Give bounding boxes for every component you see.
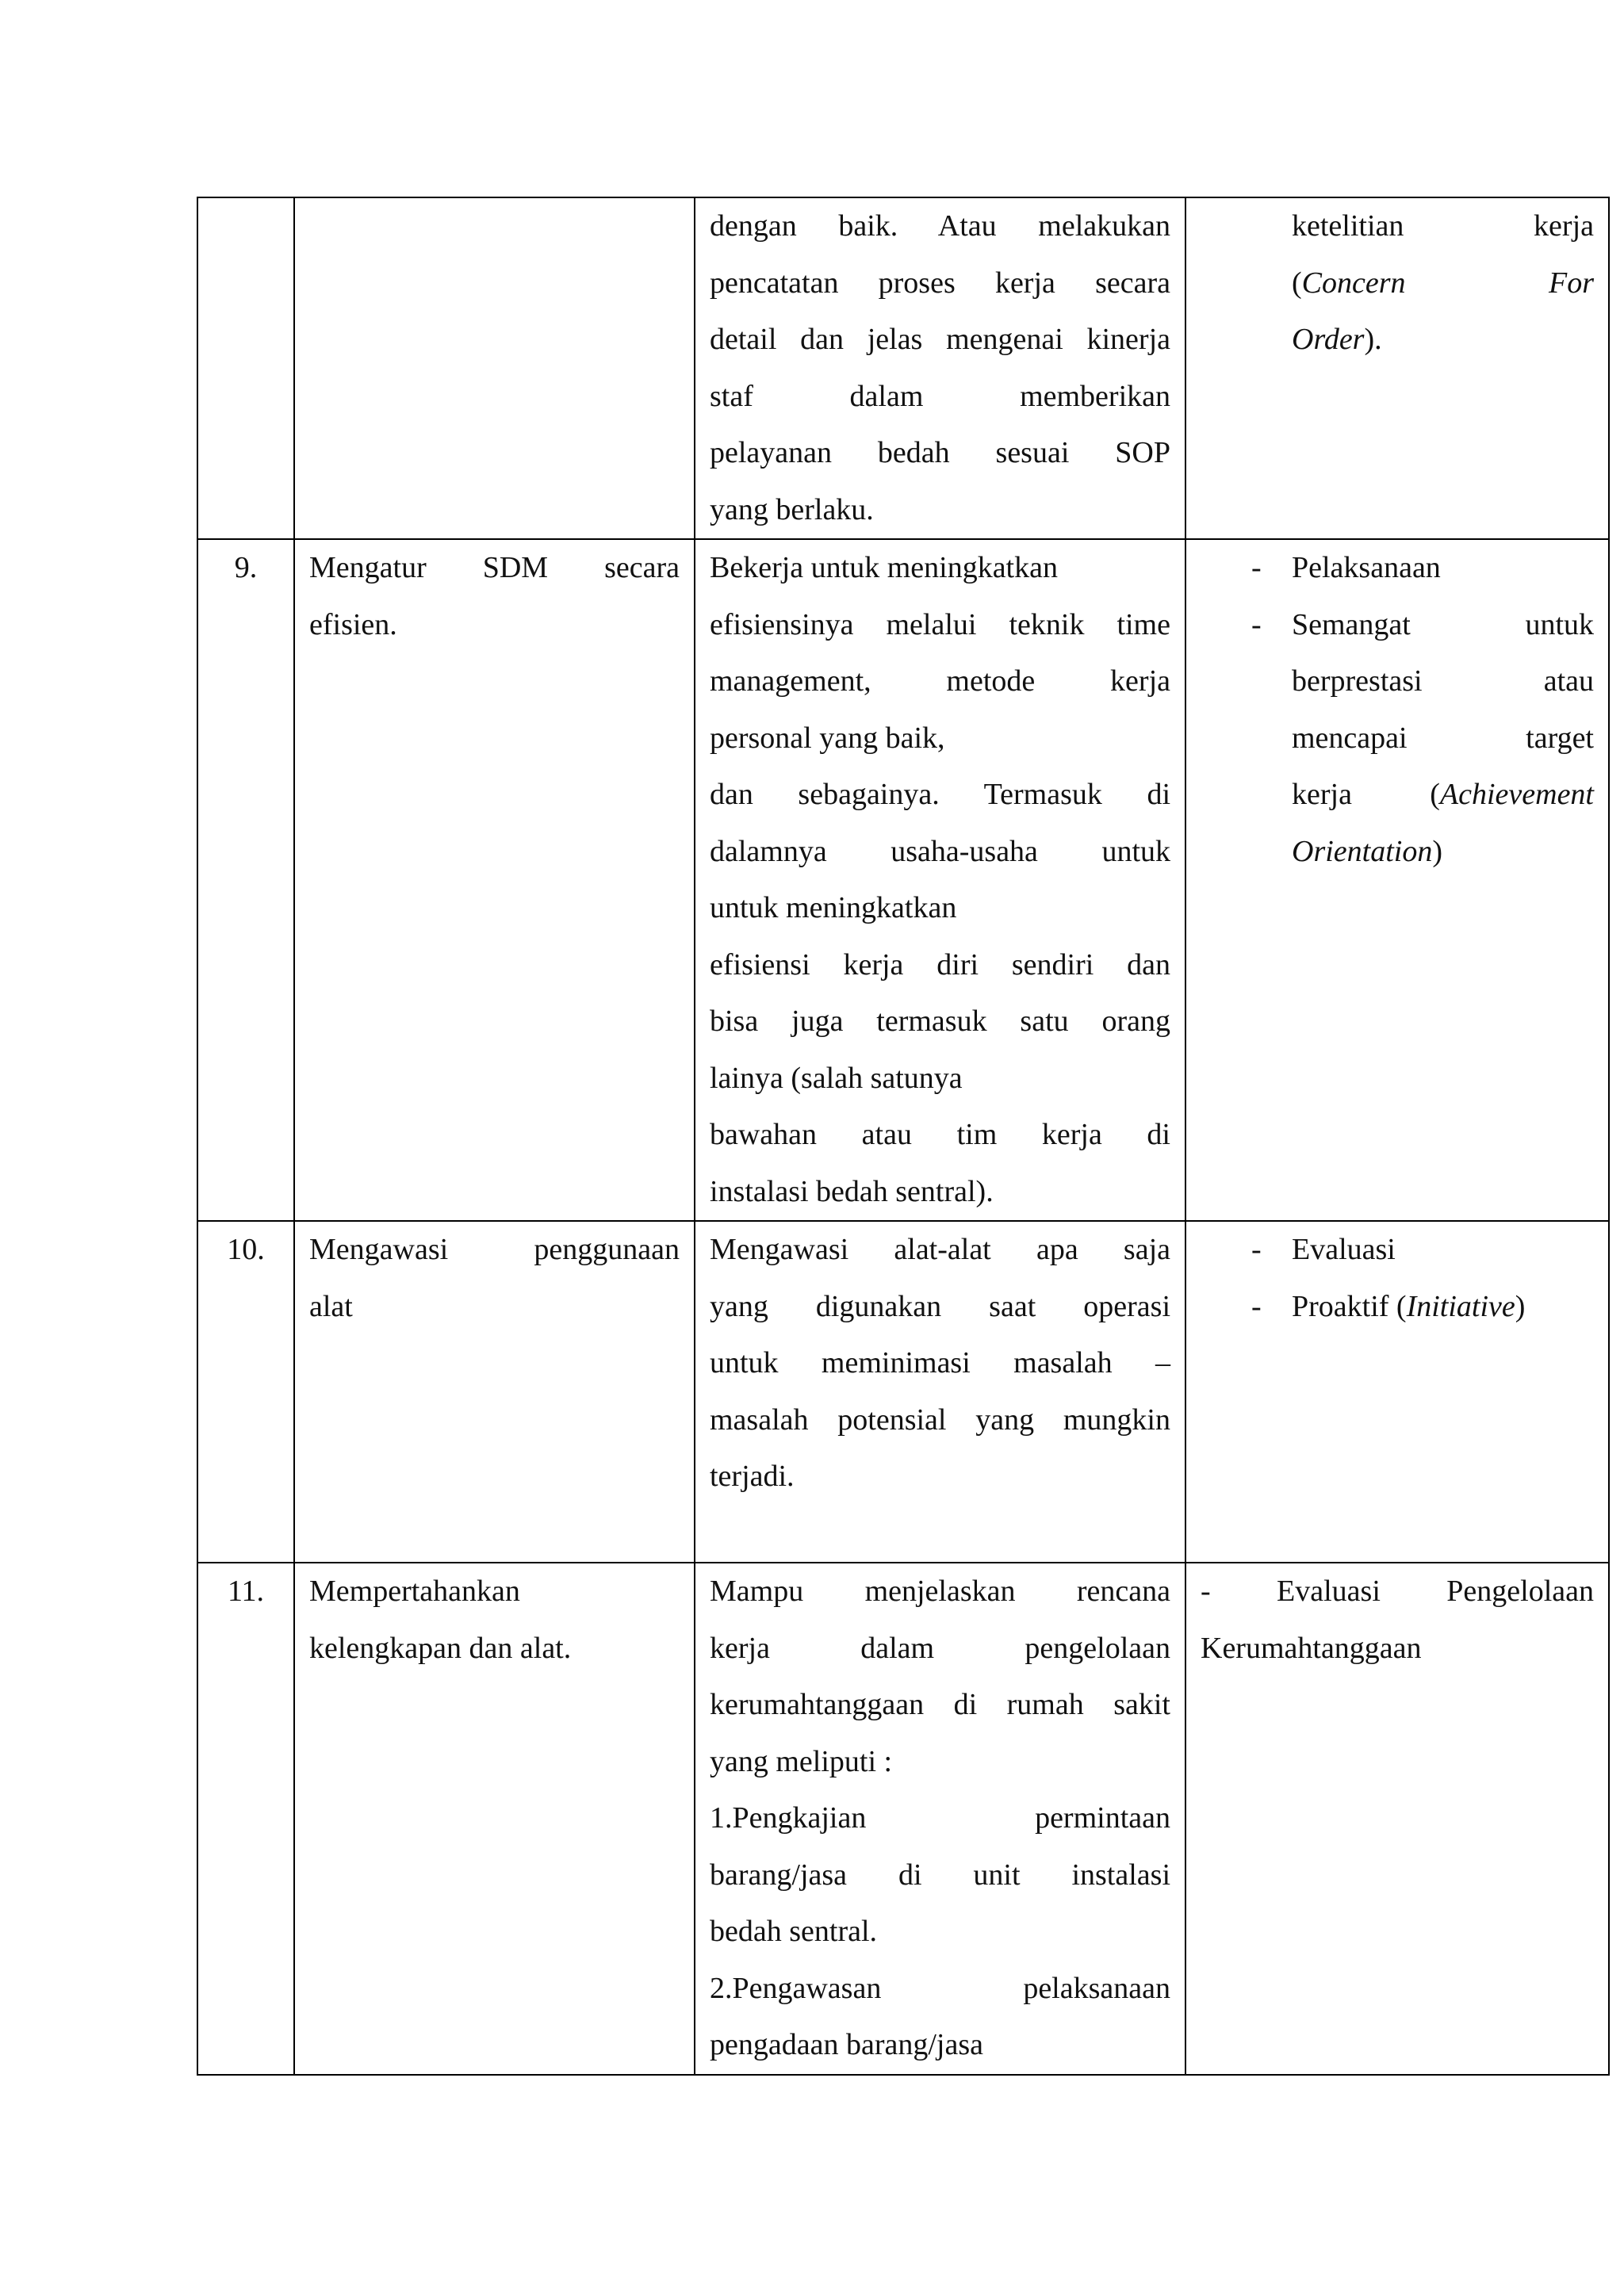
competency-line: Evaluasi [1292, 1233, 1396, 1266]
task-cell [294, 1221, 695, 1563]
list-item [1201, 1279, 1594, 1336]
description-line: yang berlaku. [710, 492, 874, 526]
description-line: dalamnya usaha-usaha untuk [710, 834, 1170, 868]
list-item [1201, 540, 1594, 597]
description-line: Bekerja untuk meningkatkan [710, 551, 1058, 584]
table-row [197, 197, 1609, 539]
competency-cell [1185, 1221, 1609, 1563]
description-line: personal yang baik, [710, 721, 945, 755]
competency-cell [1185, 197, 1609, 539]
task-line: kelengkapan dan alat. [309, 1631, 572, 1665]
description-line: barang/jasa di unit instalasi [710, 1858, 1170, 1892]
description-cell [695, 1221, 1185, 1563]
competency-line: (Concern For [1292, 266, 1594, 300]
list-item [1201, 597, 1594, 881]
description-line: Mengawasi alat-alat apa saja [710, 1233, 1170, 1266]
task-cell [294, 1563, 695, 2075]
description-line: dan sebagainya. Termasuk di [710, 778, 1170, 811]
row-number: 11. [227, 1575, 265, 1608]
description-line: dengan baik. Atau melakukan [710, 209, 1170, 243]
description-line: yang digunakan saat operasi [710, 1289, 1170, 1323]
task-line: Mengatur SDM secara [309, 551, 680, 584]
description-line: untuk meminimasi masalah – [710, 1346, 1170, 1380]
dash-bullet: - [1251, 551, 1262, 584]
task-cell [294, 539, 695, 1221]
competency-line: Pelaksanaan [1292, 551, 1441, 584]
description-line: bawahan atau tim kerja di [710, 1118, 1170, 1151]
description-cell [695, 1563, 1185, 2075]
task-line: alat [309, 1289, 353, 1323]
row-number: 10. [227, 1233, 265, 1266]
table-row [197, 1221, 1609, 1563]
list-item [1201, 1222, 1594, 1279]
table-row [197, 1563, 1609, 2075]
description-line: Mampu menjelaskan rencana [710, 1575, 1170, 1608]
competency-line: kerja (Achievement [1292, 778, 1594, 811]
competency-list [1201, 1222, 1594, 1335]
description-line: efisiensi kerja diri sendiri dan [710, 947, 1170, 982]
row-number-cell [197, 539, 294, 1221]
competency-table [197, 197, 1610, 2076]
description-line: pelayanan bedah sesuai SOP [710, 436, 1170, 469]
description-line: 1.Pengkajian permintaan [710, 1801, 1170, 1835]
competency-line: ketelitian kerja [1292, 209, 1594, 243]
row-number-cell [197, 1221, 294, 1563]
dash-bullet: - [1251, 1233, 1262, 1266]
competency-line: Orientation) [1292, 834, 1442, 868]
description-line: kerja dalam pengelolaan [710, 1631, 1170, 1665]
description-line: 2.Pengawasan pelaksanaan [710, 1971, 1170, 2005]
competency-line: mencapai target [1292, 721, 1594, 755]
competency-line: - Evaluasi Pengelolaan [1201, 1575, 1594, 1608]
description-line: instalasi bedah sentral). [710, 1174, 994, 1208]
competency-line: Kerumahtanggaan [1201, 1631, 1422, 1665]
description-line: pencatatan proses kerja secara [710, 266, 1170, 300]
description-line: lainya (salah satunya [710, 1061, 963, 1095]
description-line: detail dan jelas mengenai kinerja [710, 323, 1170, 356]
description-line: efisiensinya melalui teknik time [710, 607, 1170, 641]
row-number-cell [197, 1563, 294, 2075]
task-line: Mengawasi penggunaan [309, 1233, 680, 1266]
competency-line: Proaktif (Initiative) [1292, 1289, 1526, 1323]
task-line: efisien. [309, 607, 397, 641]
description-line: management, metode kerja [710, 664, 1170, 698]
competency-cell [1185, 539, 1609, 1221]
description-line: staf dalam memberikan [710, 379, 1170, 413]
task-line: Mempertahankan [309, 1575, 520, 1608]
row-number: 9. [234, 551, 258, 584]
description-cell [695, 539, 1185, 1221]
description-line: untuk meningkatkan [710, 891, 957, 924]
description-line: terjadi. [710, 1460, 795, 1493]
competency-cell [1185, 1563, 1609, 2075]
competency-line: Order). [1292, 323, 1382, 356]
description-line: yang meliputi : [710, 1744, 893, 1778]
table-row [197, 539, 1609, 1221]
dash-bullet: - [1251, 607, 1262, 641]
description-line: bedah sentral. [710, 1915, 878, 1948]
description-line: bisa juga termasuk satu orang [710, 1004, 1170, 1038]
description-line: kerumahtanggaan di rumah sakit [710, 1688, 1170, 1721]
competency-line: berprestasi atau [1292, 664, 1594, 698]
description-cell [695, 197, 1185, 539]
description-line: masalah potensial yang mungkin [710, 1402, 1170, 1437]
task-cell [294, 197, 695, 539]
dash-bullet: - [1251, 1289, 1262, 1323]
competency-line: Semangat untuk [1292, 607, 1594, 641]
row-number-cell [197, 197, 294, 539]
description-line: pengadaan barang/jasa [710, 2028, 983, 2061]
competency-list [1201, 540, 1594, 880]
